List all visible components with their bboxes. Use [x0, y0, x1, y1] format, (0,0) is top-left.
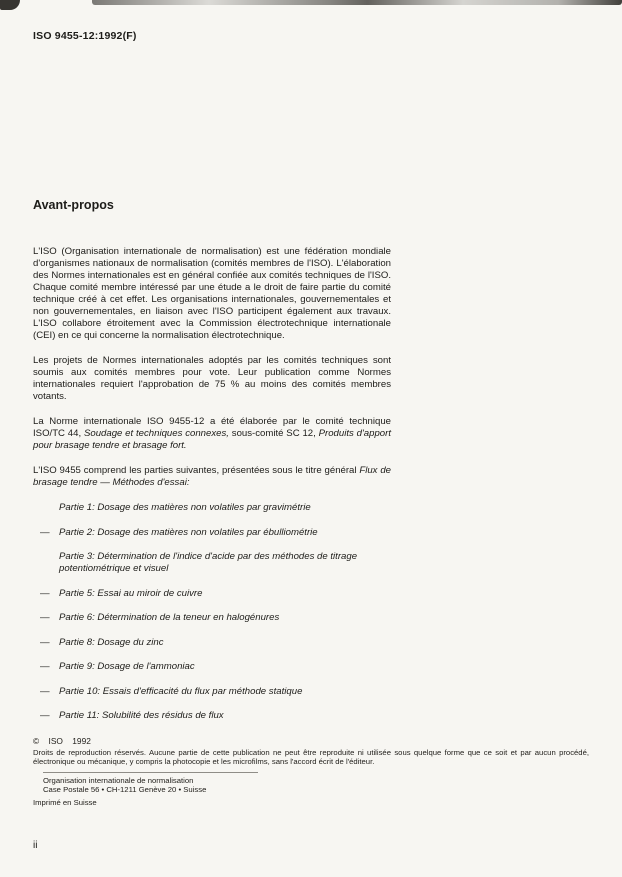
- scan-artifact-top-left: [0, 0, 20, 10]
- footer-org-name: Organisation internationale de normalisation: [43, 775, 194, 785]
- subcommittee-title-italic: Produits d'apport pour brasage tendre et brasage fort.: [33, 428, 391, 451]
- list-dash: —: [40, 710, 50, 721]
- list-item-text: Partie 5: Essai au miroir de cuivre: [59, 587, 203, 599]
- footer-rights-notice: Droits de reproduction réservés. Aucune partie de cette publication ne peut être reproduite ni utilisée sous quelque forme que ce soit et par aucun procédé, électronique ou mécanique, y compris la photocopie et les microfilms, sans l'accord écrit de l'éditeur.: [33, 748, 589, 766]
- foreword-paragraph-1: L'ISO (Organisation internationale de normalisation) est une fédération mondiale d'organismes nationaux de normalisation (comités membres de l'ISO). L'élaboration des Normes internationales est en général confiée aux comités techniques de l'ISO. Chaque comité membre intéressé par une étude a le droit de faire partie du comité technique créé à cet effet. Les organisations internationales, gouvernementales et non gouvernementales, en liaison avec l'ISO participent également aux travaux. L'ISO collabore étroitement avec la Commission électrotechnique internationale (CEI) en ce qui concerne la normalisation électrotechnique.: [33, 246, 391, 341]
- committee-name-italic: Soudage et techniques connexes,: [83, 428, 229, 439]
- list-item: [33, 527, 391, 539]
- list-item: [33, 551, 391, 575]
- list-dash: —: [40, 685, 50, 697]
- list-dash: —: [40, 636, 50, 648]
- paragraph-3-text: La Norme internationale ISO 9455-12 a été élaborée par le comité technique ISO/TC 44,: [33, 416, 391, 439]
- list-item-text: Partie 3: Détermination de l'indice d'acide par des méthodes de titrage potentiométrique et visuel: [59, 551, 358, 574]
- list-item: [33, 686, 391, 698]
- footer-org-address: Case Postale 56 • CH-1211 Genève 20 • Suisse: [43, 785, 207, 795]
- foreword-paragraph-3: [33, 416, 391, 452]
- list-item-text: Partie 1: Dosage des matières non volatiles par gravimétrie: [59, 502, 311, 513]
- paragraph-3-text: sous-comité SC 12,: [228, 428, 319, 439]
- page-number: ii: [33, 840, 38, 851]
- foreword-paragraph-2: Les projets de Normes internationales adoptés par les comités techniques sont soumis aux comités membres pour vote. Leur publication comme Normes internationales requiert l'approbation de 75 % au moins des comités membres votants.: [33, 355, 391, 402]
- list-item: [33, 612, 391, 624]
- series-title-italic: Flux de brasage tendre — Méthodes d'essai:: [33, 465, 391, 488]
- footer-printed-in: Imprimé en Suisse: [33, 798, 97, 808]
- list-item-text: Partie 6: Détermination de la teneur en halogénures: [59, 612, 280, 623]
- list-dash: —: [40, 526, 50, 538]
- footer-divider: [43, 772, 258, 773]
- foreword-paragraph-4: [33, 465, 391, 489]
- list-item-text: Partie 2: Dosage des matières non volatiles par ébulliométrie: [59, 526, 318, 538]
- list-item: [33, 637, 391, 649]
- parts-list: [33, 502, 391, 722]
- list-dash: —: [40, 661, 50, 672]
- list-dash: —: [40, 612, 50, 623]
- copyright-footer: [33, 736, 589, 807]
- foreword-title: Avant-propos: [33, 198, 114, 212]
- list-item-text: Partie 8: Dosage du zinc: [59, 636, 164, 648]
- footer-copyright: © ISO 1992: [33, 736, 91, 746]
- foreword-section: [33, 198, 391, 735]
- list-item-text: Partie 9: Dosage de l'ammoniac: [59, 661, 195, 672]
- list-item: [33, 502, 391, 514]
- list-item: [33, 588, 391, 600]
- scan-artifact-top-edge: [92, 0, 622, 5]
- paragraph-4-text: L'ISO 9455 comprend les parties suivantes, présentées sous le titre général: [33, 465, 360, 476]
- list-item: [33, 661, 391, 673]
- doc-number: ISO 9455-12:1992(F): [33, 30, 137, 42]
- list-item-text: Partie 10: Essais d'efficacité du flux par méthode statique: [59, 685, 303, 697]
- list-item: [33, 710, 391, 722]
- list-dash: —: [40, 587, 50, 599]
- list-item-text: Partie 11: Solubilité des résidus de flux: [59, 710, 224, 721]
